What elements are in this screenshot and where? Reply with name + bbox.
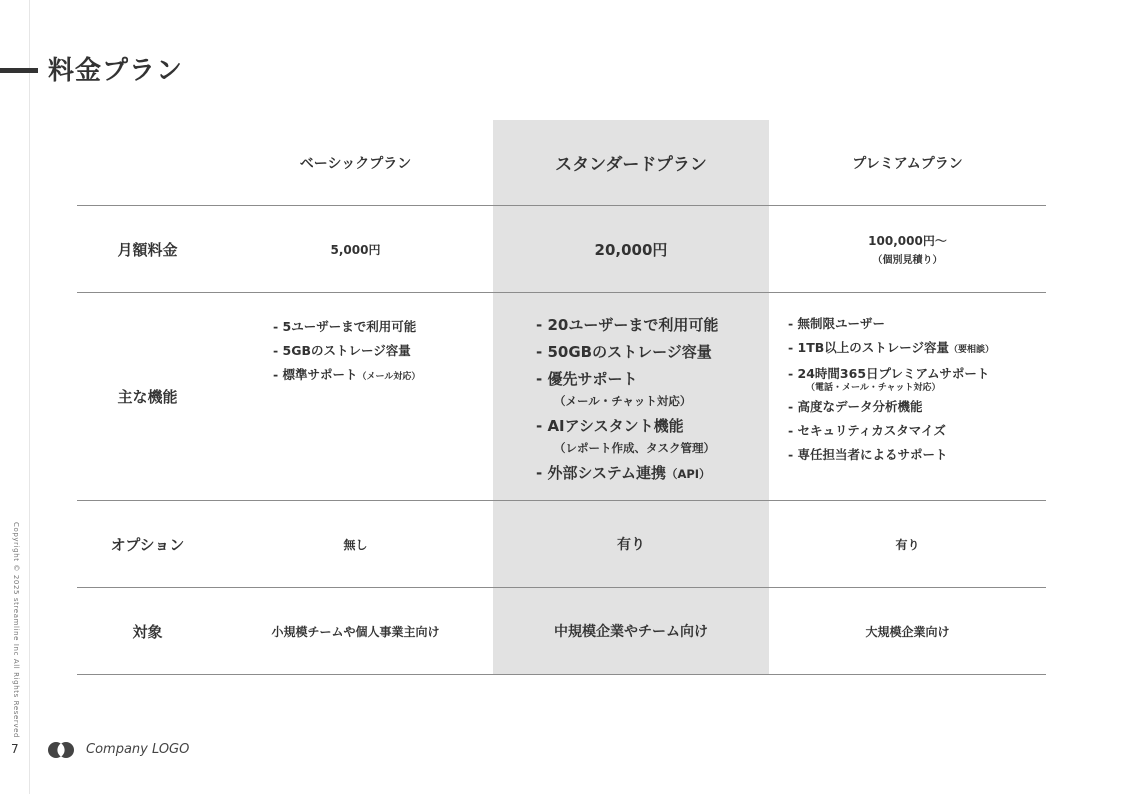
features-standard-list	[536, 312, 718, 488]
options-standard: 有り	[617, 537, 645, 553]
list-item: - 専任担当者によるサポート	[788, 447, 948, 462]
price-premium-cell	[769, 206, 1046, 292]
left-margin-rule	[29, 0, 30, 794]
copyright-text: Copyright © 2025 streamline Inc All Rights Reserved	[12, 522, 20, 739]
company-logo-icon	[47, 741, 75, 759]
list-item: - 5GBのストレージ容量	[273, 343, 411, 358]
table-divider-price	[77, 292, 1046, 293]
list-item	[536, 366, 718, 410]
target-standard: 中規模企業やチーム向け	[554, 624, 708, 640]
feature-text: - 24時間365日プレミアムサポート	[788, 366, 990, 381]
company-logo-text: Company LOGO	[86, 742, 190, 757]
list-item: - セキュリティカスタマイズ	[788, 423, 946, 438]
price-basic: 5,000円	[330, 242, 381, 257]
page-number: 7	[11, 742, 19, 756]
row-label-options: オプション	[110, 535, 185, 554]
feature-note: （要相談）	[949, 345, 995, 355]
target-premium: 大規模企業向け	[865, 624, 950, 639]
list-item	[536, 413, 718, 457]
feature-note: （メール対応）	[357, 372, 421, 382]
price-standard: 20,000円	[594, 240, 668, 259]
row-label-target: 対象	[132, 622, 163, 641]
feature-text: - AIアシスタント機能	[536, 417, 684, 435]
plan-header-premium: プレミアムプラン	[852, 155, 963, 172]
features-premium-list	[788, 312, 994, 467]
feature-text: - 標準サポート	[273, 367, 358, 382]
feature-text: - 外部システム連携	[536, 464, 666, 482]
list-item: - 5ユーザーまで利用可能	[273, 319, 417, 334]
list-item	[788, 362, 994, 394]
list-item	[273, 363, 420, 389]
target-basic: 小規模チームや個人事業主向け	[271, 624, 440, 639]
feature-note: （メール・チャット対応）	[554, 394, 692, 408]
price-premium-note: （個別見積り）	[872, 255, 943, 266]
list-item	[536, 460, 718, 488]
feature-note: （電話・メール・チャット対応）	[806, 383, 941, 393]
plan-header-standard: スタンダードプラン	[555, 155, 707, 175]
options-premium: 有り	[895, 537, 920, 552]
options-basic: 無し	[343, 537, 368, 552]
list-item	[788, 336, 994, 362]
price-premium: 100,000円〜	[868, 234, 947, 248]
feature-note: （API）	[665, 467, 711, 481]
copyright-vertical	[6, 522, 20, 739]
table-divider-bottom	[77, 674, 1046, 675]
page-title: 料金プラン	[48, 56, 184, 86]
plan-header-basic: ベーシックプラン	[299, 155, 412, 172]
title-accent-bar	[0, 68, 38, 73]
feature-text: - 優先サポート	[536, 370, 638, 388]
features-basic-list	[273, 315, 420, 389]
feature-text: - 1TB以上のストレージ容量	[788, 340, 950, 355]
list-item: - 20ユーザーまで利用可能	[536, 316, 719, 334]
row-label-features: 主な機能	[117, 388, 178, 406]
row-label-price: 月額料金	[117, 240, 178, 259]
list-item: - 無制限ユーザー	[788, 316, 886, 331]
list-item: - 高度なデータ分析機能	[788, 399, 923, 414]
feature-note: （レポート作成、タスク管理）	[554, 441, 715, 455]
list-item: - 50GBのストレージ容量	[536, 343, 712, 361]
